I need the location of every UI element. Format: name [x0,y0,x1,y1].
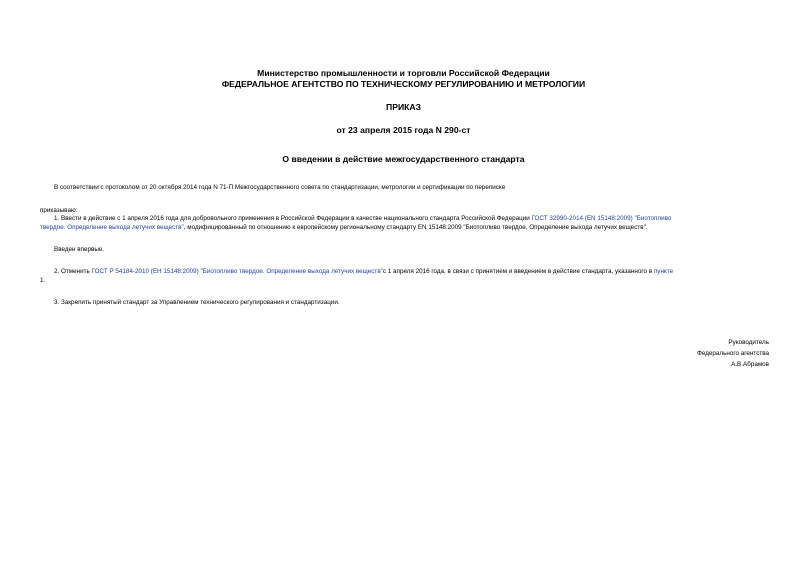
order-word: приказываю: [40,207,78,214]
signature-name: А.В.Абрамов [731,361,769,368]
document-type: ПРИКАЗ [386,102,421,112]
date-number: от 23 апреля 2015 года N 290-ст [336,125,471,135]
first-time-note: Введен впервые. [54,246,105,253]
paragraph-1-text-a: 1. Ввести в действие с 1 апреля 2016 года для добровольного применения в Российской Федерации в качестве национального стандарта Российской Федерации [54,215,530,222]
clause-link[interactable]: пункте [653,268,674,275]
intro-paragraph: В соответствии с протоколом от 20 октября 2014 года N 71-П Межгосударственного совета по стандартизации, метрологии и сертификации по переписке [54,184,506,191]
paragraph-1-text-b: , модифицированный по отношению к европейскому региональному стандарту EN 15148:2009 "Биотопливо твердое. Определение выхода летучих веществ". [183,224,648,231]
paragraph-2-line-1 [54,267,673,276]
paragraph-2-text-b: с 1 апреля 2016 года, в связи с принятием и введением в действие стандарта, указанного в [382,268,653,275]
signature-position: Руководитель [728,339,769,346]
document-title: О введении в действие межгосударственного стандарта [282,154,525,164]
ministry-name: Министерство промышленности и торговли Российской Федерации [257,68,550,78]
paragraph-3: 3. Закрепить принятый стандарт за Управлением технического регулирования и стандартизации. [54,299,340,306]
signature-agency: Федерального агентства [697,350,769,357]
paragraph-1-line-1 [54,214,671,223]
paragraph-1-line-2 [40,223,648,232]
agency-name: ФЕДЕРАЛЬНОЕ АГЕНТСТВО ПО ТЕХНИЧЕСКОМУ РЕГУЛИРОВАНИЮ И МЕТРОЛОГИИ [221,79,586,89]
gost-32990-link[interactable]: ГОСТ 32990-2014 (EN 15148:2009) "Биотопливо [531,215,672,222]
paragraph-2-line-2: 1. [40,277,46,284]
paragraph-2-text-a: 2. Отменить [54,268,90,275]
gost-r-54184-link[interactable]: ГОСТ Р 54184-2010 (ЕН 15148:2009) "Биотопливо твердое. Определение выхода летучих веществ" [91,268,383,275]
gost-32990-link-cont[interactable]: твердое. Определение выхода летучих веществ" [40,224,184,231]
